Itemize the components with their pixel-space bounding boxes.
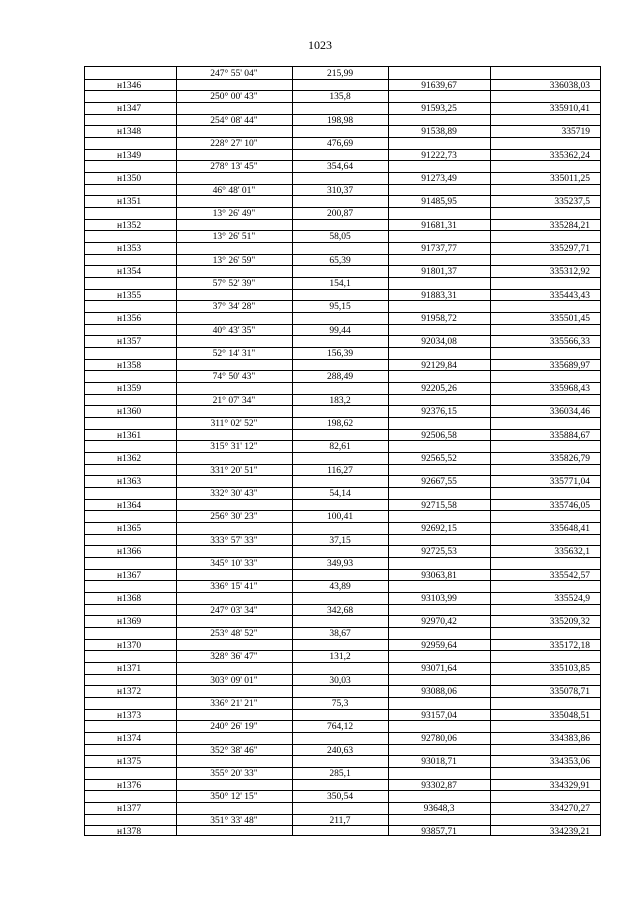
point-label: н1363 [117,477,142,488]
point-label: н1357 [117,337,142,348]
distance-cell: 99,44 [329,325,351,336]
x-coordinate-cell: 93857,71 [421,827,457,838]
distance-cell: 476,69 [326,139,354,149]
bearing-cell: 253° 48' 52" [210,629,258,639]
point-label: н1356 [117,314,142,324]
distance-cell: 43,89 [329,582,351,593]
point-label: н1374 [117,734,142,744]
distance-cell: 135,8 [329,92,351,103]
point-label: н1355 [117,290,142,301]
distance-cell: 240,63 [326,745,354,756]
x-coordinate-cell: 91639,67 [421,80,457,91]
x-coordinate-cell: 92725,53 [421,547,457,558]
x-coordinate-cell: 92970,42 [421,617,457,628]
x-coordinate-cell: 92780,06 [421,734,457,744]
distance-cell: 54,14 [329,489,351,499]
point-label: н1347 [117,104,142,114]
bearing-cell: 350° 12' 15" [210,792,258,803]
point-label: н1359 [117,384,142,394]
point-label: н1358 [117,360,142,371]
x-coordinate-cell: 92959,64 [421,640,457,651]
distance-cell: 764,12 [326,722,354,733]
y-coordinate-cell: 336038,03 [549,80,590,91]
distance-cell: 211,7 [329,815,351,826]
y-coordinate-cell: 335362,24 [549,150,590,161]
distance-cell: 95,15 [329,302,351,313]
bearing-cell: 278° 13' 45" [210,162,258,173]
y-coordinate-cell: 335910,41 [549,104,590,114]
distance-cell: 198,98 [326,115,354,126]
bearing-cell: 333° 57' 33" [210,535,258,546]
point-label: н1352 [117,220,142,231]
point-label: н1348 [117,127,142,138]
distance-cell: 198,62 [326,419,354,429]
x-coordinate-cell: 92129,84 [421,360,457,371]
x-coordinate-cell: 92715,58 [421,500,457,511]
x-coordinate-cell: 93157,04 [421,710,457,721]
bearing-cell: 332° 30' 43" [210,489,258,499]
y-coordinate-cell: 335884,67 [549,430,590,441]
y-coordinate-cell: 335209,32 [549,617,590,628]
bearing-cell: 13° 26' 49" [212,209,256,219]
point-label: н1373 [117,710,142,721]
bearing-cell: 328° 36' 47" [210,652,258,663]
point-label: н1370 [117,640,142,651]
x-coordinate-cell: 92565,52 [421,454,457,464]
distance-cell: 116,27 [327,465,353,476]
distance-cell: 354,64 [326,162,354,173]
y-coordinate-cell: 335011,25 [549,174,590,184]
bearing-cell: 74° 50' 43" [212,372,256,383]
bearing-cell: 311° 02' 52" [210,419,258,429]
distance-cell: 38,67 [329,629,351,639]
distance-cell: 65,39 [329,255,351,266]
y-coordinate-cell: 334353,06 [549,757,590,768]
x-coordinate-cell: 93071,64 [421,664,457,674]
point-label: н1377 [117,804,142,814]
bearing-cell: 40° 43' 35" [212,325,256,336]
x-coordinate-cell: 91222,73 [421,150,457,161]
bearing-cell: 52° 14' 31" [212,349,256,359]
y-coordinate-cell: 335297,71 [549,244,590,254]
distance-cell: 100,41 [326,512,354,523]
bearing-cell: 13° 26' 59" [212,255,256,266]
bearing-cell: 351° 33' 48" [210,815,258,826]
point-label: н1354 [117,267,142,278]
distance-cell: 82,61 [329,442,351,453]
x-coordinate-cell: 91737,77 [421,244,457,254]
y-coordinate-cell: 335771,04 [549,477,590,488]
distance-cell: 131,2 [329,652,351,663]
page-number: 1023 [308,38,332,52]
point-label: н1349 [117,150,142,161]
y-coordinate-cell: 335078,71 [549,687,590,698]
distance-cell: 154,1 [329,279,351,289]
distance-cell: 350,54 [326,792,354,803]
bearing-cell: 247° 03' 34" [210,605,258,616]
x-coordinate-cell: 92205,26 [421,384,457,394]
x-coordinate-cell: 93302,87 [421,780,457,791]
y-coordinate-cell: 335719 [561,127,590,138]
y-coordinate-cell: 335524,9 [554,594,590,604]
bearing-cell: 336° 21' 21" [210,699,258,709]
x-coordinate-cell: 93103,99 [421,594,457,604]
y-coordinate-cell: 336034,46 [549,407,590,418]
bearing-cell: 46° 48' 01" [212,185,256,196]
bearing-cell: 256° 30' 23" [210,512,258,523]
distance-cell: 156,39 [326,349,354,359]
bearing-cell: 250° 00' 43" [210,92,258,103]
y-coordinate-cell: 335542,57 [549,570,590,581]
bearing-cell: 21° 07' 34" [212,395,256,406]
bearing-cell: 352° 38' 46" [210,745,258,756]
x-coordinate-cell: 91958,72 [421,314,457,324]
point-label: н1361 [117,430,142,441]
y-coordinate-cell: 335172,18 [549,640,590,651]
distance-cell: 285,1 [329,769,351,779]
point-label: н1369 [117,617,142,628]
bearing-cell: 303° 09' 01" [210,675,258,686]
x-coordinate-cell: 92692,15 [421,524,457,534]
point-label: н1376 [117,780,142,791]
y-coordinate-cell: 335443,43 [549,290,590,301]
y-coordinate-cell: 335632,1 [554,547,590,558]
y-coordinate-cell: 334383,86 [549,734,590,744]
y-coordinate-cell: 335048,51 [549,710,590,721]
y-coordinate-cell: 335566,33 [549,337,590,348]
y-coordinate-cell: 335312,92 [549,267,590,278]
distance-cell: 342,68 [326,605,354,616]
x-coordinate-cell: 91801,37 [421,267,457,278]
y-coordinate-cell: 335103,85 [549,664,590,674]
bearing-cell: 345° 10' 33" [210,559,258,569]
point-label: н1371 [117,664,142,674]
x-coordinate-cell: 92034,08 [421,337,457,348]
point-label: н1378 [117,827,142,838]
x-coordinate-cell: 93648,3 [423,804,455,814]
point-label: н1365 [117,524,142,534]
point-label: н1367 [117,570,142,581]
point-label: н1362 [117,454,142,464]
x-coordinate-cell: 92667,55 [421,477,457,488]
bearing-cell: 37° 34' 28" [212,302,256,313]
distance-cell: 75,3 [331,699,349,709]
bearing-cell: 355° 20' 33" [210,769,258,779]
distance-cell: 349,93 [326,559,354,569]
bearing-cell: 240° 26' 19" [210,722,258,733]
point-label: н1375 [117,757,142,768]
distance-cell: 37,15 [329,535,351,546]
point-label: н1360 [117,407,142,418]
bearing-cell: 331° 20' 51" [210,465,258,476]
y-coordinate-cell: 334239,21 [549,827,590,838]
y-coordinate-cell: 335746,05 [549,500,590,511]
distance-cell: 310,37 [326,185,354,196]
point-label: н1364 [117,500,142,511]
point-label: н1350 [117,174,142,184]
x-coordinate-cell: 92506,58 [421,430,457,441]
x-coordinate-cell: 93018,71 [421,757,457,768]
point-label: н1368 [117,594,142,604]
point-label: н1366 [117,547,142,558]
bearing-cell: 254° 08' 44" [210,115,258,126]
bearing-cell: 336° 15' 41" [210,582,258,593]
y-coordinate-cell: 335237,5 [554,197,590,208]
x-coordinate-cell: 93063,81 [421,570,457,581]
y-coordinate-cell: 335648,41 [549,524,590,534]
y-coordinate-cell: 335501,45 [549,314,590,324]
distance-cell: 215,99 [326,69,354,79]
x-coordinate-cell: 91593,25 [421,104,457,114]
distance-cell: 183,2 [329,395,351,406]
y-coordinate-cell: 335826,79 [549,454,590,464]
x-coordinate-cell: 91883,31 [421,290,457,301]
x-coordinate-cell: 93088,06 [421,687,457,698]
distance-cell: 200,87 [326,209,354,219]
point-label: н1353 [117,244,142,254]
x-coordinate-cell: 91681,31 [421,220,457,231]
bearing-cell: 228° 27' 10" [210,139,258,149]
bearing-cell: 13° 26' 51" [212,232,256,243]
y-coordinate-cell: 335968,43 [549,384,590,394]
point-label: н1372 [117,687,142,698]
x-coordinate-cell: 91538,89 [421,127,457,138]
x-coordinate-cell: 91485,95 [421,197,457,208]
y-coordinate-cell: 335284,21 [549,220,590,231]
x-coordinate-cell: 91273,49 [421,174,457,184]
y-coordinate-cell: 334270,27 [549,804,590,814]
point-label: н1351 [117,197,142,208]
coordinates-table [84,66,601,836]
point-label: н1346 [117,80,142,91]
x-coordinate-cell: 92376,15 [421,407,457,418]
y-coordinate-cell: 334329,91 [549,780,590,791]
bearing-cell: 315° 31' 12" [210,442,258,453]
bearing-cell: 247° 55' 04" [210,69,258,79]
y-coordinate-cell: 335689,97 [549,360,590,371]
distance-cell: 58,05 [329,232,351,243]
bearing-cell: 57° 52' 39" [212,279,256,289]
distance-cell: 30,03 [329,675,351,686]
distance-cell: 288,49 [326,372,354,383]
